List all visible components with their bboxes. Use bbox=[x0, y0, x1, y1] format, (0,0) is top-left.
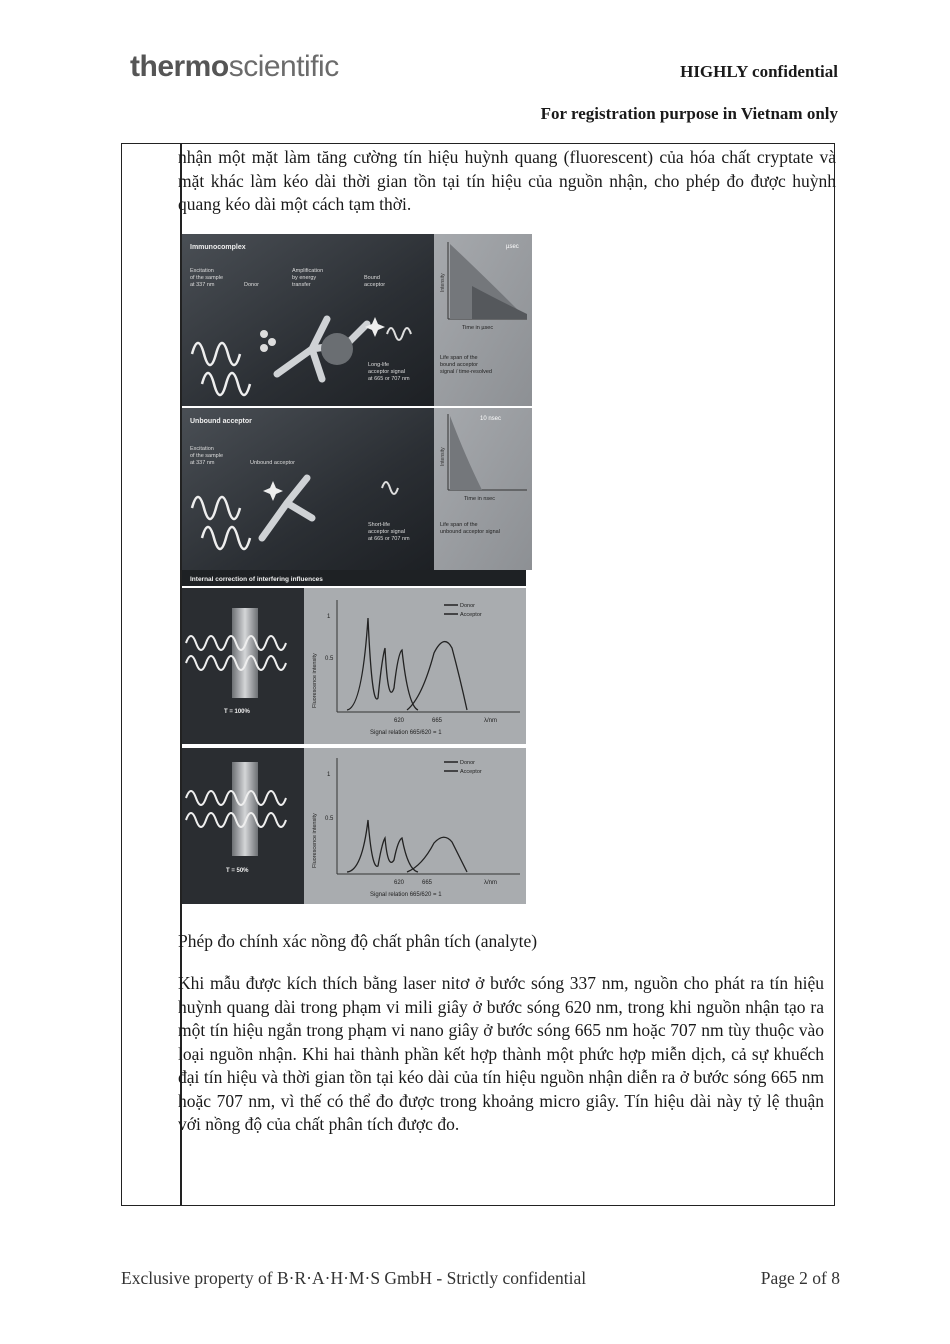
panel3-ylabel: Fluorescence intensity bbox=[312, 653, 318, 708]
footer-property-note: Exclusive property of B·R·A·H·M·S GmbH - Strictly confidential bbox=[121, 1268, 587, 1288]
panel-immunocomplex bbox=[182, 234, 532, 406]
panel4-x620: 620 bbox=[394, 880, 405, 886]
panel2-unbound: Unbound acceptor bbox=[250, 460, 295, 466]
panel2-title: Unbound acceptor bbox=[190, 418, 252, 425]
panel-unbound-acceptor bbox=[182, 408, 532, 570]
panel1-donor: Donor bbox=[244, 282, 259, 288]
htrf-figure bbox=[182, 234, 532, 904]
panel4-x665: 665 bbox=[422, 880, 433, 886]
panel4-legend-donor: Donor bbox=[460, 760, 475, 766]
panel1-time: Time in µsec bbox=[462, 325, 494, 331]
cuvette-icon bbox=[232, 762, 258, 856]
panel3-legend-acceptor: Acceptor bbox=[460, 612, 482, 618]
panel1-lifespan: Life span of the bound acceptor signal / time-resolved bbox=[440, 355, 492, 375]
panel-t50 bbox=[182, 748, 526, 904]
band-title: Internal correction of interfering influences bbox=[190, 576, 323, 583]
panel1-usec: µsec bbox=[506, 244, 519, 250]
panel3-legend-donor: Donor bbox=[460, 603, 475, 609]
panel1-bound: Bound acceptor bbox=[364, 275, 386, 288]
panel2-shortlife: Short-life acceptor signal at 665 or 707 nm bbox=[368, 522, 410, 542]
panel3-relation: Signal relation 665/620 = 1 bbox=[370, 730, 442, 736]
body-paragraph: Khi mẫu được kích thích bằng laser nitơ ở bước sóng 337 nm, nguồn cho phát ra tín hiệu huỳnh quang dài trong phạm vi mili giây ở bước sóng 620 nm, trong khi nguồn nhận tạo ra một tín hiệu ngắn trong phạm vi nano giây ở bước sóng 665 nm hoặc 707 nm tùy thuộc vào loại nguồn nhận. Khi hai thành phần kết hợp thành một phức hợp miễn dịch, cả sự khuếch đại tín hiệu và thời gian tồn tại kéo dài của tín hiệu nguồn nhận diễn ra ở bước sóng 665 nm hoặc 707 nm, vì thế có thể đo được trong khoảng micro giây. Tín hiệu dài này tỷ lệ thuận với nồng độ của chất phân tích được đo. bbox=[178, 973, 824, 1134]
panel1-intensity: Intensity bbox=[440, 273, 446, 292]
panel1-amplification: Amplification by energy transfer bbox=[292, 268, 324, 288]
panel3-x665: 665 bbox=[432, 718, 443, 724]
panel1-title: Immunocomplex bbox=[190, 244, 246, 251]
page-number: Page 2 of 8 bbox=[760, 1268, 840, 1288]
panel2-nsec: 10 nsec bbox=[480, 416, 502, 422]
panel3-y1: 1 bbox=[327, 614, 331, 620]
panel3-xunit: λ/nm bbox=[484, 718, 498, 724]
panel4-xunit: λ/nm bbox=[484, 880, 498, 886]
panel1-excitation: Excitation of the sample at 337 nm bbox=[190, 268, 224, 288]
panel4-y05: 0.5 bbox=[325, 816, 334, 822]
section-heading: Phép đo chính xác nồng độ chất phân tích (analyte) bbox=[178, 931, 538, 951]
panel3-y05: 0.5 bbox=[325, 656, 334, 662]
cuvette-icon bbox=[232, 608, 258, 698]
panel2-lifespan: Life span of the unbound acceptor signal bbox=[440, 522, 500, 535]
panel4-t-label: T = 50% bbox=[226, 868, 249, 874]
registration-note: For registration purpose in Vietnam only bbox=[540, 104, 838, 123]
panel4-relation: Signal relation 665/620 = 1 bbox=[370, 892, 442, 898]
panel-t100 bbox=[182, 588, 526, 744]
confidential-label: HIGHLY confidential bbox=[680, 62, 838, 81]
thermo-scientific-logo: thermoscientific bbox=[130, 50, 339, 83]
panel3-t-label: T = 100% bbox=[224, 709, 250, 715]
panel4-legend-acceptor: Acceptor bbox=[460, 769, 482, 775]
panel4-ylabel: Fluorescence intensity bbox=[312, 813, 318, 868]
panel2-time: Time in nsec bbox=[464, 496, 495, 502]
panel1-longlife: Long-life acceptor signal at 665 or 707 nm bbox=[368, 362, 410, 382]
panel4-y1: 1 bbox=[327, 772, 331, 778]
panel3-x620: 620 bbox=[394, 718, 405, 724]
panel2-excitation: Excitation of the sample at 337 nm bbox=[190, 446, 224, 466]
intro-paragraph: nhận một mặt làm tăng cường tín hiệu huỳnh quang (fluorescent) của hóa chất cryptate và mặt khác làm kéo dài thời gian tồn tại tín hiệu của nguồn nhận, cho phép đo được huỳnh quang kéo dài một cách tạm thời. bbox=[178, 147, 836, 214]
panel2-intensity: Intensity bbox=[440, 447, 446, 466]
